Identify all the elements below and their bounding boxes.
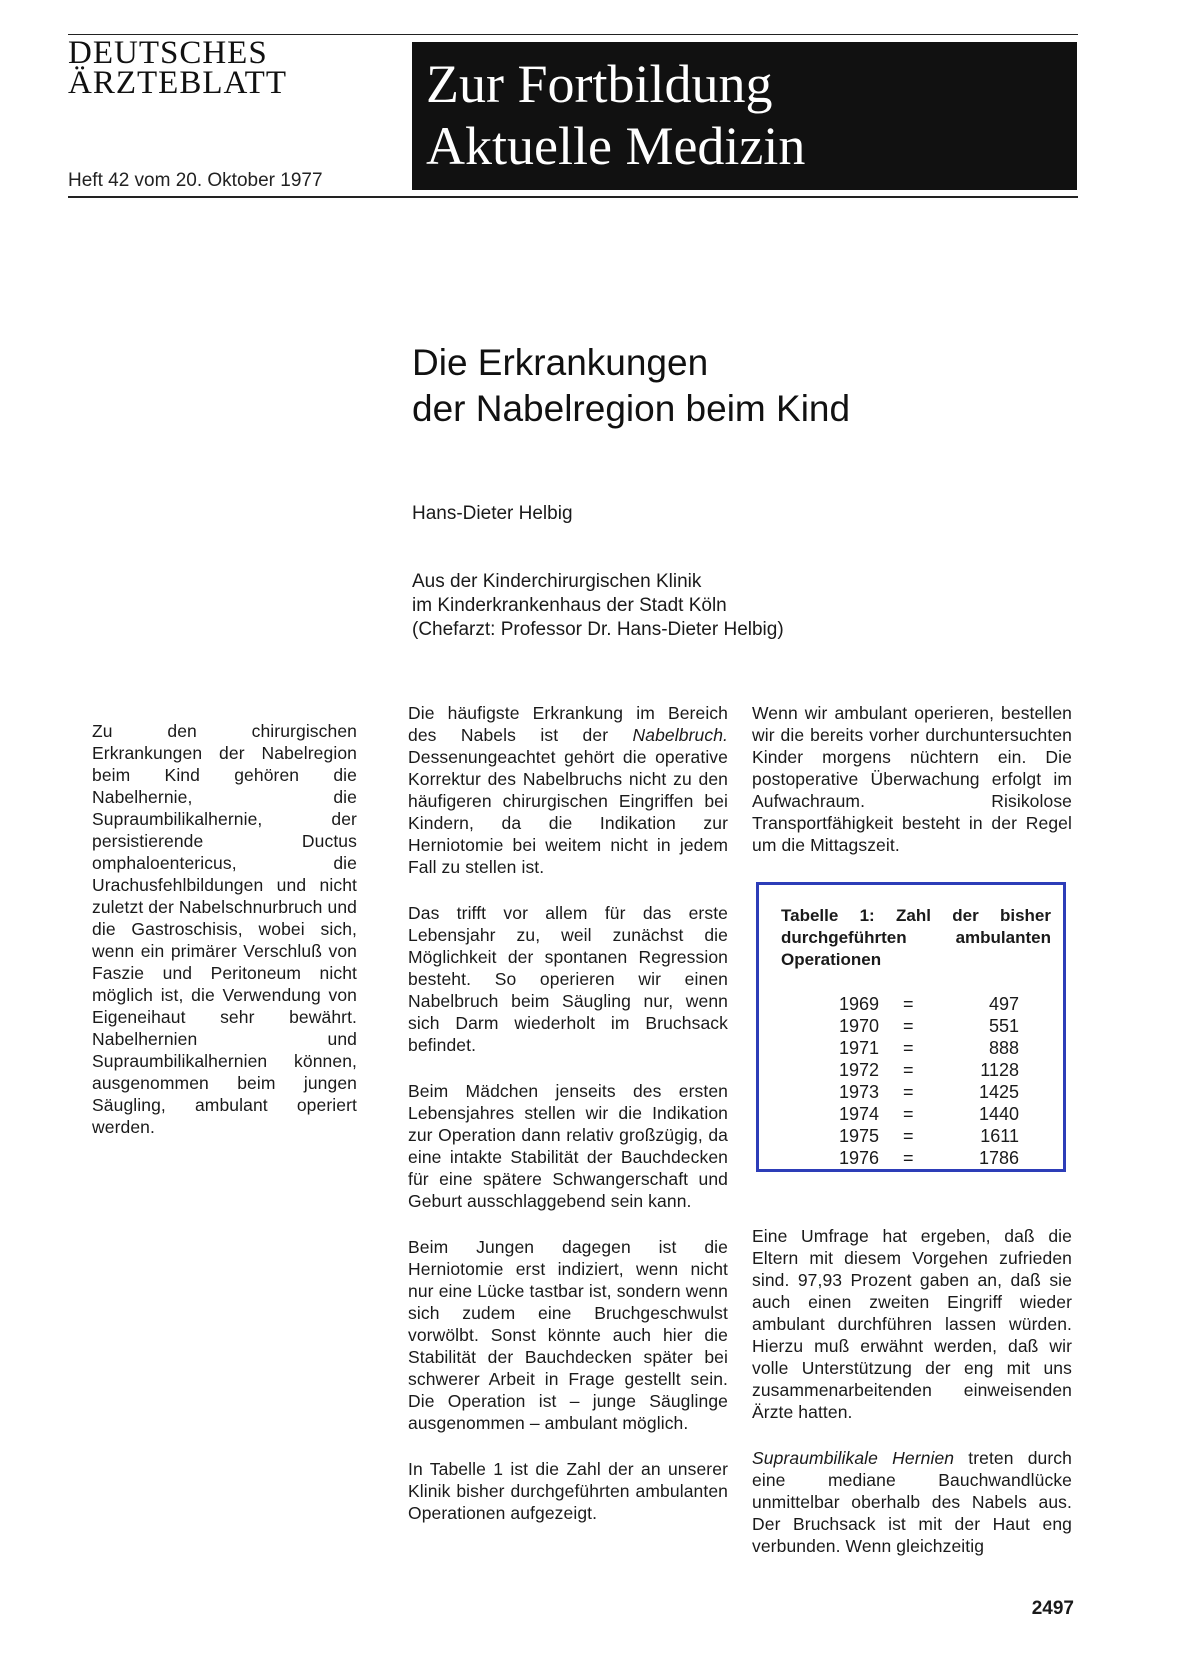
paragraph	[752, 1447, 1072, 1557]
table-row	[839, 1147, 1019, 1169]
page-number: 2497	[1031, 1598, 1074, 1619]
table-value: 1786	[978, 1148, 1019, 1168]
table-equals: =	[903, 1148, 914, 1168]
body-column-2	[408, 702, 728, 1548]
table-equals: =	[903, 1082, 914, 1102]
table-year: 1975	[839, 1126, 880, 1146]
table-equals: =	[903, 1038, 914, 1058]
section-title-line-2: Aktuelle Medizin	[426, 116, 806, 176]
article-author: Hans-Dieter Helbig	[412, 503, 573, 524]
paragraph: Eine Umfrage hat ergeben, daß die Eltern mit diesem Vorgehen zufrieden sind. 97,93 Prozent gaben an, daß sie auch einen zweiten Eingriff wieder ambulant durchführen lassen würden. Hierzu muß erwähnt werden, daß wir volle Unterstützung der eng mit uns zusammenarbeitenden einweisenden Ärzte hatten.	[752, 1226, 1072, 1422]
text-run: Die häufigste Erkrankung im Bereich des Nabels ist der	[408, 703, 728, 745]
emphasis-term: Nabelbruch.	[632, 725, 728, 745]
table-row	[839, 1125, 1019, 1147]
header-bottom-rule	[68, 196, 1078, 198]
table-value: 888	[988, 1038, 1019, 1058]
affiliation-line-3: (Chefarzt: Professor Dr. Hans-Dieter Helbig)	[412, 619, 784, 640]
table-year: 1970	[839, 1016, 880, 1036]
paragraph	[408, 702, 728, 878]
table-year: 1974	[839, 1104, 880, 1124]
masthead-line-2: ÄRZTEBLATT	[68, 65, 287, 101]
table-rows	[839, 993, 1019, 1169]
paragraph: Beim Jungen dagegen ist die Herniotomie erst indiziert, wenn nicht nur eine Lücke tastbar ist, sondern wenn sich zudem eine Bruchgeschwulst vorwölbt. Sonst könnte auch hier die Stabilität der Bauchdecken später bei schwerer Arbeit in Frage gestellt sein. Die Operation ist – junge Säuglinge ausgenommen – ambulant möglich.	[408, 1237, 728, 1433]
table-row	[839, 1059, 1019, 1081]
paragraph: Das trifft vor allem für das erste Lebensjahr zu, weil zunächst die Möglichkeit der spontanen Regression besteht. So operieren wir einen Nabelbruch beim Säugling nur, wenn sich Darm wiederholt im Bruchsack befindet.	[408, 903, 728, 1055]
table-1	[756, 882, 1066, 1172]
article-title	[412, 340, 850, 432]
affiliation-line-1: Aus der Kinderchirurgischen Klinik	[412, 571, 702, 592]
table-value: 551	[988, 1016, 1019, 1036]
paragraph: In Tabelle 1 ist die Zahl der an unserer Klinik bisher durchgeführten ambulanten Operationen aufgezeigt.	[408, 1459, 728, 1523]
table-equals: =	[903, 1126, 914, 1146]
paragraph: Beim Mädchen jenseits des ersten Lebensjahres stellen wir die Indikation zur Operation dann relativ großzügig, da eine intakte Stabilität der Bauchdecken für eine spätere Schwangerschaft und Geburt ausschlaggebend sein kann.	[408, 1081, 728, 1211]
table-year: 1972	[839, 1060, 880, 1080]
paragraph: Wenn wir ambulant operieren, bestellen wir die bereits vorher durchuntersuchten Kinder morgens nüchtern ein. Die postoperative Überwachung erfolgt im Aufwachraum. Risikolose Transportfähigkeit besteht in der Regel um die Mittagszeit.	[752, 703, 1072, 855]
table-year: 1971	[839, 1038, 880, 1058]
table-equals: =	[903, 1104, 914, 1124]
table-value: 1128	[980, 1060, 1019, 1080]
table-value: 497	[988, 994, 1019, 1014]
table-equals: =	[903, 1060, 914, 1080]
issue-info: Heft 42 vom 20. Oktober 1977	[68, 170, 323, 191]
table-row	[839, 1103, 1019, 1125]
table-year: 1976	[839, 1148, 880, 1168]
table-year: 1973	[839, 1082, 880, 1102]
table-row	[839, 993, 1019, 1015]
table-year: 1969	[839, 994, 880, 1014]
table-caption: Tabelle 1: Zahl der bisher durchgeführten ambulanten Operationen	[781, 906, 1051, 969]
masthead-line-1: DEUTSCHES	[68, 35, 268, 71]
affiliation-line-2: im Kinderkrankenhaus der Stadt Köln	[412, 595, 727, 616]
article-title-line-1: Die Erkrankungen	[412, 342, 709, 383]
table-row	[839, 1081, 1019, 1103]
table-value: 1425	[978, 1082, 1019, 1102]
abstract	[92, 720, 357, 1162]
table-row	[839, 1015, 1019, 1037]
table-value: 1611	[980, 1126, 1019, 1146]
text-run: treten durch eine mediane Bauchwandlücke unmittelbar oberhalb des Nabels aus. Der Bruchsack ist mit der Haut eng verbunden. Wenn gleichzeitig	[752, 1448, 1072, 1556]
table-equals: =	[903, 994, 914, 1014]
table-equals: =	[903, 1016, 914, 1036]
text-run: Dessenungeachtet gehört die operative Korrektur des Nabelbruchs nicht zu den häufigeren chirurgischen Eingriffen bei Kindern, da die Indikation zur Herniotomie bei weitem nicht in jedem Fall zu stellen ist.	[408, 747, 728, 877]
abstract-text: Zu den chirurgischen Erkrankungen der Nabelregion beim Kind gehören die Nabelhernie, die Supraumbilikalhernie, der persistierende Ductus omphaloentericus, die Urachusfehlbildungen und nicht zuletzt der Nabelschnurbruch und die Gastroschisis, wobei sich, wenn ein primärer Verschluß von Faszie und Peritoneum nicht möglich ist, die Verwendung von Eigeneihaut sehr bewährt. Nabelhernien und Supraumbilikalhernien können, ausgenommen beim jungen Säugling, ambulant operiert werden.	[92, 721, 357, 1137]
article-affiliation	[412, 570, 784, 642]
section-title-line-1: Zur Fortbildung	[426, 54, 773, 114]
body-column-3-top	[752, 702, 1072, 880]
section-banner	[412, 42, 1077, 190]
body-column-3-bottom	[752, 1225, 1072, 1581]
table-value: 1440	[978, 1104, 1019, 1124]
article-title-line-2: der Nabelregion beim Kind	[412, 388, 851, 429]
emphasis-term: Supraumbilikale Hernien	[752, 1448, 955, 1468]
table-row	[839, 1037, 1019, 1059]
journal-masthead	[68, 35, 398, 101]
